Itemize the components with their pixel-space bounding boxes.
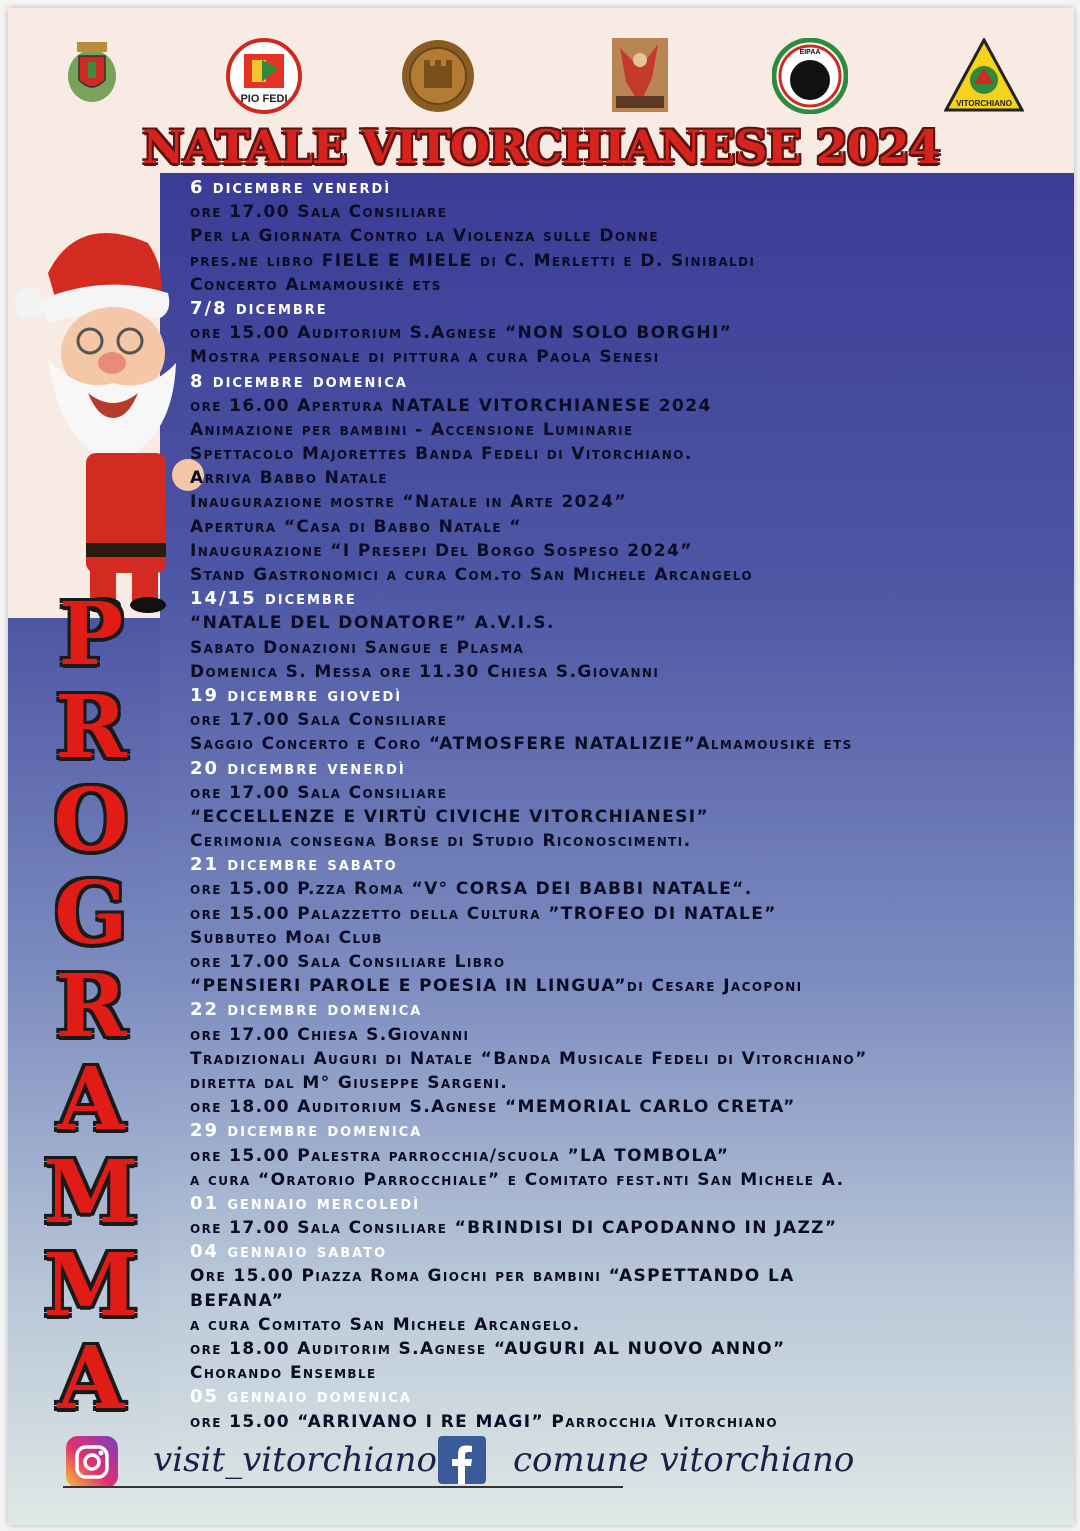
triangle-logo <box>944 38 1024 114</box>
program-detail-line: ore 17.00 Chiesa S.Giovanni <box>190 1024 470 1045</box>
program-detail-line: ore 15.00 Auditorium S.Agnese “NON SOLO BORGHI” <box>190 323 733 344</box>
program-date-heading: 22 dicembre domenica <box>190 999 423 1021</box>
svg-text:VITORCHIANO: VITORCHIANO <box>956 99 1012 108</box>
program-detail-line: “NATALE DEL DONATORE” A.V.I.S. <box>190 613 555 634</box>
facebook-handle[interactable]: comune vitorchiano <box>513 1440 855 1480</box>
program-detail-line: ore 15.00 Palestra parrocchia/scuola ”LA TOMBOLA” <box>190 1145 730 1166</box>
program-detail-line: Sabato Donazioni Sangue e Plasma <box>190 637 525 658</box>
program-detail-line: ore 15.00 Palazzetto della Cultura ”TROFEO DI NATALE” <box>190 903 777 924</box>
program-date-heading: 19 dicembre giovedì <box>190 684 403 706</box>
programma-letter: G <box>54 863 128 964</box>
program-list <box>190 176 1070 1434</box>
coat-of-arms-icon <box>63 38 121 104</box>
program-detail-line: Apertura “Casa di Babbo Natale “ <box>190 516 522 537</box>
program-detail-line: ore 17.00 Sala Consiliare <box>190 782 448 803</box>
program-date-heading: 21 dicembre sabato <box>190 854 398 876</box>
saint-michael-icon <box>612 38 668 112</box>
program-date-heading: 20 dicembre venerdì <box>190 757 406 779</box>
program-detail-line: Arriva Babbo Natale <box>190 468 389 489</box>
program-detail-line: ore 17.00 Sala Consiliare Libro <box>190 952 506 972</box>
program-detail-line: ore 17.00 Sala Consiliare “BRINDISI DI CAPODANNO IN JAZZ” <box>190 1218 838 1239</box>
programma-letter: P <box>58 584 124 685</box>
program-detail-line: ore 15.00 P.zza Roma “V° CORSA DEI BABBI NATALE“. <box>190 879 753 900</box>
programma-letter: O <box>53 770 129 871</box>
program-detail-line: Per la Giornata Contro la Violenza sulle Donne <box>190 226 659 247</box>
program-date-heading: 14/15 dicembre <box>190 588 357 610</box>
svg-text:EIPAA: EIPAA <box>799 49 821 56</box>
program-detail-line: pres.ne libro FIELE E MIELE di C. Merletti e D. Sinibaldi <box>190 250 756 271</box>
programma-letter: R <box>55 677 127 778</box>
program-date-heading: 04 gennaio sabato <box>190 1241 388 1263</box>
event-poster <box>8 8 1074 1525</box>
program-detail-line: “ECCELLENZE E VIRTÙ CIVICHE VITORCHIANESI” <box>190 806 710 827</box>
poster-title: NATALE VITORCHIANESE 2024 <box>142 120 940 174</box>
program-date-heading: 05 gennaio domenica <box>190 1386 412 1408</box>
program-detail-line: ore 17.00 Sala Consiliare <box>190 202 448 223</box>
program-detail-line: ore 15.00 “ARRIVANO I RE MAGI” Parrocchia Vitorchiano <box>190 1411 779 1432</box>
program-detail-line: Stand Gastronomici a cura Com.to San Michele Arcangelo <box>190 565 753 585</box>
pio-fedi-logo <box>226 38 302 114</box>
programma-vertical-word <box>36 584 146 1429</box>
program-detail-line: Chorando Ensemble <box>190 1363 377 1384</box>
footer-divider <box>63 1486 623 1488</box>
lion-logo <box>772 38 848 114</box>
program-detail-line: BEFANA” <box>190 1290 285 1311</box>
program-date-heading: 7/8 dicembre <box>190 297 328 319</box>
program-date-heading: 29 dicembre domenica <box>190 1120 423 1142</box>
instagram-icon[interactable] <box>66 1436 118 1492</box>
program-detail-line: Subbuteo Moai Club <box>190 927 383 948</box>
program-detail-line: Inaugurazione mostre “Natale in Arte 2024” <box>190 492 627 513</box>
program-detail-line: Ore 15.00 Piazza Roma Giochi per bambini “ASPETTANDO LA <box>190 1266 795 1287</box>
program-detail-line: Domenica S. Messa ore 11.30 Chiesa S.Giovanni <box>190 661 660 682</box>
program-detail-line: diretta dal M° Giuseppe Sargeni. <box>190 1072 509 1093</box>
program-detail-line: ore 18.00 Auditorium S.Agnese “MEMORIAL CARLO CRETA” <box>190 1097 796 1118</box>
program-detail-line: ore 18.00 Auditorim S.Agnese “AUGURI AL NUOVO ANNO” <box>190 1339 786 1359</box>
program-detail-line: a cura “Oratorio Parrocchiale” e Comitato fest.nti San Michele A. <box>190 1169 845 1190</box>
svg-text:PIO FEDI: PIO FEDI <box>240 93 288 105</box>
facebook-icon[interactable] <box>438 1436 486 1488</box>
program-detail-line: Spettacolo Majorettes Banda Fedeli di Vitorchiano. <box>190 444 693 465</box>
program-detail-line: Inaugurazione “I Presepi Del Borgo Sospeso 2024” <box>190 540 693 561</box>
program-detail-line: Saggio Concerto e Coro “ATMOSFERE NATALIZIE”Almamousikè ets <box>190 734 853 755</box>
program-date-heading: 01 gennaio mercoledì <box>190 1192 421 1214</box>
social-footer <box>63 1430 1063 1500</box>
program-detail-line: Mostra personale di pittura a cura Paola Senesi <box>190 347 660 368</box>
program-detail-line: ore 17.00 Sala Consiliare <box>190 710 448 731</box>
program-detail-line: “PENSIERI PAROLE E POESIA IN LINGUA”di Cesare Jacoponi <box>190 976 803 997</box>
programma-letter: R <box>55 956 127 1057</box>
santa-claus-illustration <box>8 213 208 618</box>
instagram-handle[interactable]: visit_vitorchiano <box>153 1440 437 1480</box>
program-detail-line: Tradizionali Auguri di Natale “Banda Musicale Fedeli di Vitorchiano” <box>190 1048 868 1069</box>
program-detail-line: Cerimonia consegna Borse di Studio Riconoscimenti. <box>190 831 692 852</box>
program-detail-line: ore 16.00 Apertura NATALE VITORCHIANESE 2024 <box>190 395 712 416</box>
programma-letter: A <box>57 1328 125 1429</box>
program-detail-line: Animazione per bambini - Accensione Luminarie <box>190 419 634 440</box>
program-date-heading: 6 dicembre venerdì <box>190 177 392 198</box>
program-date-heading: 8 dicembre domenica <box>190 370 408 392</box>
programma-letter: M <box>43 1235 139 1336</box>
programma-letter: M <box>43 1142 139 1243</box>
programma-letter: A <box>57 1049 125 1150</box>
logo-row <box>8 38 1074 128</box>
seal-icon <box>400 38 476 114</box>
program-detail-line: a cura Comitato San Michele Arcangelo. <box>190 1314 581 1335</box>
program-detail-line: Concerto Almamousikè ets <box>190 274 442 295</box>
